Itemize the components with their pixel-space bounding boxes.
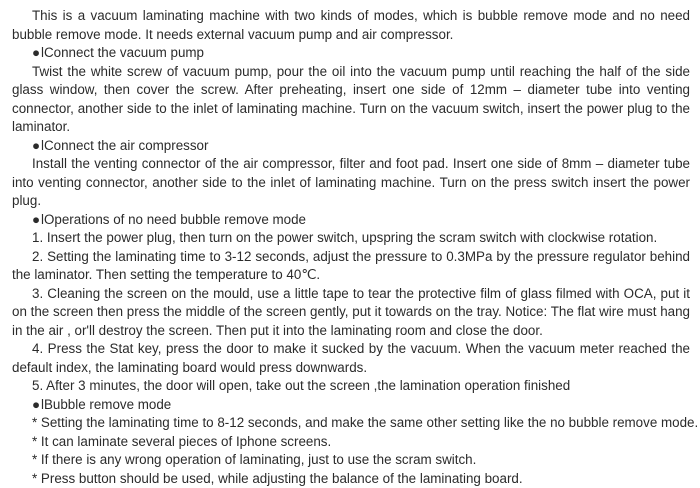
step-2: 2. Setting the laminating time to 3-12 seconds, adjust the pressure to 0.3MPa by the pressure regulator behind the laminator. Then setting the temperature to 40℃. — [12, 248, 690, 285]
vacuum-pump-paragraph: Twist the white screw of vacuum pump, pour the oil into the vacuum pump until reaching the half of the side glass window, then cover the screw. After preheating, insert one side of 12mm – diameter tube into venting connector, another side to the inlet of laminating machine. Turn on the vacuum switch, insert the power plug to the laminator. — [12, 63, 690, 137]
bullet-dot-icon: ● — [32, 137, 41, 156]
section-heading-air-compressor-text: lConnect the air compressor — [41, 138, 208, 153]
bullet-dot-icon: ● — [32, 44, 41, 63]
section-heading-vacuum-pump-text: lConnect the vacuum pump — [41, 45, 204, 60]
step-3: 3. Cleaning the screen on the mould, use a little tape to tear the protective film of glass filmed with OCA, put it on the screen then press the middle of the screen gently, put it towards on the tray. Notice: The flat wire must hang in the air , or'll destroy the screen. Then put it into the laminating room and close the door. — [12, 285, 690, 341]
section-heading-vacuum-pump — [12, 44, 690, 63]
step-1: 1. Insert the power plug, then turn on the power switch, upspring the scram switch with clockwise rotation. — [12, 229, 690, 248]
bubble-note-1: * Setting the laminating time to 8-12 seconds, and make the same other setting like the no bubble remove mode. — [12, 414, 690, 433]
bubble-note-2: * It can laminate several pieces of Iphone screens. — [12, 433, 690, 452]
step-4: 4. Press the Stat key, press the door to make it sucked by the vacuum. When the vacuum meter reached the default index, the laminating board would press downwards. — [12, 340, 690, 377]
section-heading-air-compressor — [12, 137, 690, 156]
bubble-note-4: * Press button should be used, while adjusting the balance of the laminating board. — [12, 470, 690, 488]
section-heading-bubble-mode-text: lBubble remove mode — [41, 397, 171, 412]
section-heading-bubble-mode — [12, 396, 690, 415]
section-heading-no-bubble-mode-text: lOperations of no need bubble remove mode — [41, 212, 306, 227]
section-heading-no-bubble-mode — [12, 211, 690, 230]
air-compressor-paragraph: Install the venting connector of the air compressor, filter and foot pad. Insert one side of 8mm – diameter tube into venting connector, another side to the inlet of laminating machine. Turn on the press switch insert the power plug. — [12, 155, 690, 211]
bullet-dot-icon: ● — [32, 396, 41, 415]
intro-paragraph: This is a vacuum laminating machine with two kinds of modes, which is bubble remove mode and no need bubble remove mode. It needs external vacuum pump and air compressor. — [12, 7, 690, 44]
bubble-note-3: * If there is any wrong operation of laminating, just to use the scram switch. — [12, 451, 690, 470]
bullet-dot-icon: ● — [32, 211, 41, 230]
step-5: 5. After 3 minutes, the door will open, take out the screen ,the lamination operation finished — [12, 377, 690, 396]
